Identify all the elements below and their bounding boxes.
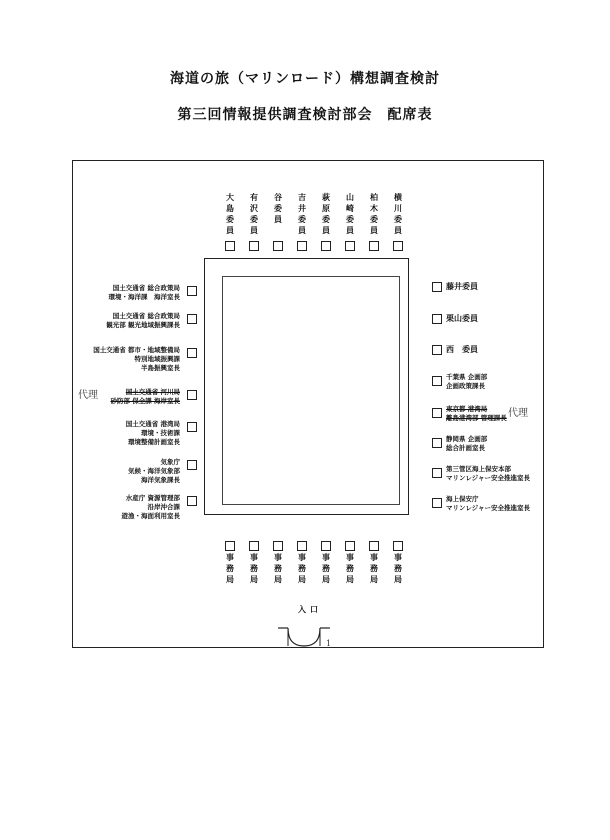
- right-seat-label-line: 第三管区海上保安本部: [446, 465, 511, 473]
- bottom-seat-checkbox: [249, 541, 259, 551]
- right-seat-label-line: 西 委員: [446, 345, 478, 354]
- left-seat-label-line: 観光部 観光地域振興課長: [106, 321, 180, 329]
- top-seat-checkbox: [225, 241, 235, 251]
- document-title: 海道の旅（マリンロード）構想調査検討: [170, 71, 440, 87]
- right-seat-label-line: 千葉県 企画部: [446, 373, 488, 381]
- top-seat-label: 萩原委員: [322, 193, 330, 235]
- entrance-door: [278, 620, 330, 652]
- right-seat-label-line: 海上保安庁: [446, 495, 479, 503]
- top-seat-checkbox: [249, 241, 259, 251]
- right-seat-checkbox: [432, 314, 442, 324]
- bottom-seat-checkbox: [393, 541, 403, 551]
- right-seat-label: [446, 345, 478, 354]
- top-seat-label: 山崎委員: [346, 193, 354, 235]
- top-seat-checkbox: [369, 241, 379, 251]
- left-seat-label: [128, 458, 180, 485]
- top-seat-label: 横川委員: [394, 193, 402, 235]
- left-seat-label-line: 国土交通省 河川局: [125, 388, 180, 396]
- left-seat-label-line: 国土交通省 都市・地域整備局: [93, 346, 180, 354]
- left-seat-label-line: 沿岸沖合課: [147, 503, 180, 511]
- top-seat-checkbox: [273, 241, 283, 251]
- bottom-seat-checkbox: [345, 541, 355, 551]
- right-seat-label: [446, 405, 507, 423]
- bottom-seat-label: 事務局: [370, 553, 378, 584]
- right-seat-label-line: 総合計画室長: [446, 444, 485, 452]
- left-seat-label-line: 国土交通省 総合政策局: [112, 312, 180, 320]
- left-seat-label: [93, 346, 180, 373]
- entrance-label: 入口: [298, 605, 322, 614]
- left-seat-label-line: 国土交通省 総合政策局: [112, 284, 180, 292]
- bottom-seat-label: 事務局: [394, 553, 402, 584]
- right-seat-label-line: マリンレジャー安全推進室長: [446, 474, 531, 482]
- left-seat-label-line: 砂防部 保全課 海岸室長: [110, 397, 180, 405]
- left-seat-checkbox: [187, 314, 197, 324]
- left-seat-checkbox: [187, 496, 197, 506]
- right-seat-checkbox: [432, 376, 442, 386]
- left-seat-checkbox: [187, 348, 197, 358]
- left-handwritten-note: 代理: [78, 390, 98, 401]
- right-seat-label: [446, 435, 487, 453]
- right-seat-checkbox: [432, 498, 442, 508]
- right-seat-checkbox: [432, 468, 442, 478]
- top-seat-label: 大島委員: [226, 193, 234, 235]
- bottom-seat-checkbox: [297, 541, 307, 551]
- bottom-seat-checkbox: [225, 541, 235, 551]
- right-seat-label: [446, 282, 478, 291]
- right-seat-label: [446, 495, 530, 513]
- left-seat-label: [109, 284, 181, 302]
- right-seat-checkbox: [432, 438, 442, 448]
- right-seat-label-line: 栗山委員: [446, 314, 478, 323]
- right-seat-label-line: 企画政策課長: [446, 382, 485, 390]
- bottom-seat-checkbox: [321, 541, 331, 551]
- left-seat-label: [110, 388, 180, 406]
- top-seat-label: 有沢委員: [250, 193, 258, 235]
- bottom-seat-label: 事務局: [274, 553, 282, 584]
- right-seat-label-line: 東京都 港湾局: [446, 405, 488, 413]
- right-seat-label-line: 静岡県 企画部: [446, 435, 488, 443]
- left-seat-label-line: 海洋気象課長: [141, 476, 180, 484]
- right-seat-checkbox: [432, 282, 442, 292]
- top-seat-label: 谷委員: [274, 193, 282, 224]
- right-seat-label-line: 離島港湾部 管理課長: [446, 414, 507, 422]
- right-seat-label: [446, 314, 478, 323]
- right-seat-checkbox: [432, 345, 442, 355]
- left-seat-checkbox: [187, 286, 197, 296]
- conference-table-inner: [222, 276, 400, 505]
- left-seat-label-line: 半島振興室長: [141, 364, 180, 372]
- top-seat-checkbox: [321, 241, 331, 251]
- left-seat-label-line: 特別地域振興課: [134, 355, 180, 363]
- left-seat-label-line: 環境・技術課: [141, 429, 180, 437]
- left-seat-label-line: 気象庁: [160, 458, 180, 466]
- right-seat-label-line: マリンレジャー安全推進室長: [446, 504, 531, 512]
- bottom-seat-label: 事務局: [346, 553, 354, 584]
- left-seat-label-line: 遊漁・海面利用室長: [121, 512, 180, 520]
- top-seat-label: 柏木委員: [370, 193, 378, 235]
- bottom-seat-label: 事務局: [322, 553, 330, 584]
- right-seat-checkbox: [432, 408, 442, 418]
- right-seat-label: [446, 373, 487, 391]
- left-seat-label-line: 水産庁 資源管理部: [125, 494, 180, 502]
- right-seat-label-line: 藤井委員: [446, 282, 478, 291]
- right-seat-label: [446, 465, 530, 483]
- footer-mark: 1: [326, 639, 332, 648]
- left-seat-label-line: 環境整備計画室長: [128, 438, 180, 446]
- top-seat-label: 吉井委員: [298, 193, 306, 235]
- left-seat-checkbox: [187, 460, 197, 470]
- top-seat-checkbox: [345, 241, 355, 251]
- document-subtitle: 第三回情報提供調査検討部会 配席表: [177, 107, 433, 123]
- bottom-seat-checkbox: [369, 541, 379, 551]
- left-seat-label: [106, 312, 180, 330]
- bottom-seat-label: 事務局: [226, 553, 234, 584]
- left-seat-label-line: 国土交通省 港湾局: [125, 420, 180, 428]
- left-seat-label-line: 環境・海洋課 海洋室長: [108, 293, 180, 301]
- bottom-seat-label: 事務局: [298, 553, 306, 584]
- top-seat-checkbox: [297, 241, 307, 251]
- left-seat-label: [122, 494, 181, 521]
- right-handwritten-note: 代理: [508, 408, 528, 419]
- bottom-seat-label: 事務局: [250, 553, 258, 584]
- left-seat-checkbox: [187, 390, 197, 400]
- left-seat-checkbox: [187, 422, 197, 432]
- top-seat-checkbox: [393, 241, 403, 251]
- bottom-seat-checkbox: [273, 541, 283, 551]
- left-seat-label: [126, 420, 180, 447]
- left-seat-label-line: 気候・海洋気象部: [128, 467, 180, 475]
